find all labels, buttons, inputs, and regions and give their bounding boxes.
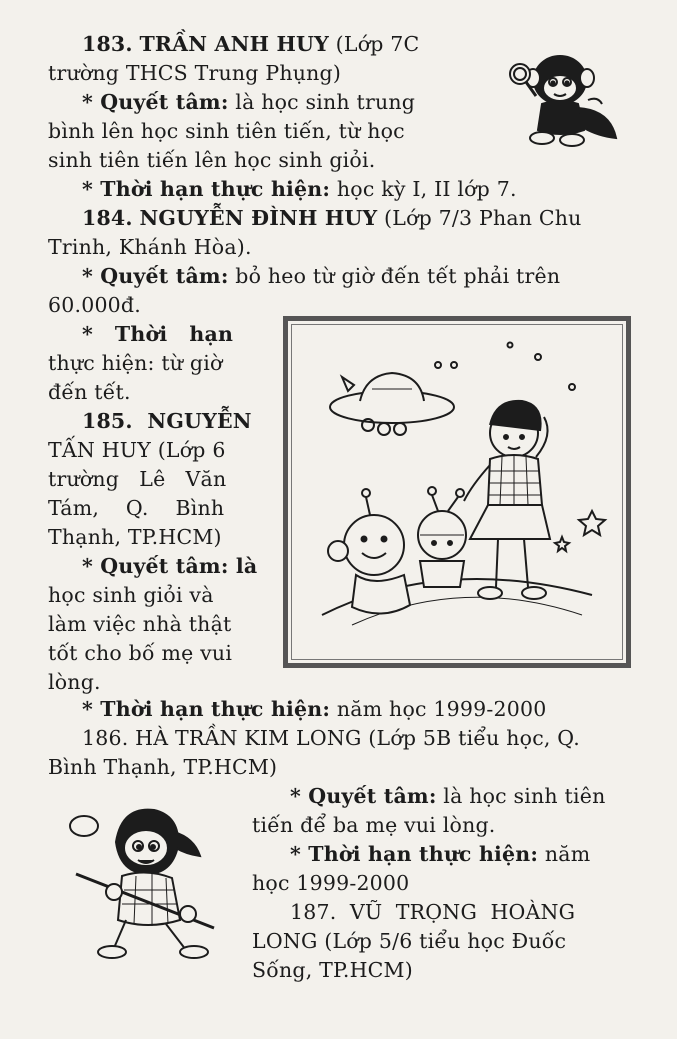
entry-number: 184. — [82, 206, 133, 230]
entry-number: 186. — [82, 726, 129, 750]
entry-name: TRẦN ANH HUY — [139, 32, 329, 56]
entry-number: 183. — [82, 32, 133, 56]
deadline-label: * Thời hạn thực hiện: — [82, 697, 331, 721]
entry-185-heading-l5: Thạnh, TP.HCM) — [48, 525, 222, 549]
entry-185-goal-l5: lòng. — [48, 670, 101, 694]
entry-187-heading-l2: LONG (Lớp 5/6 tiểu học Đuốc — [252, 929, 567, 953]
entry-183-deadline — [82, 175, 517, 204]
entry-187-heading-l1: 187. VŨ TRỌNG HOÀNG — [290, 900, 576, 924]
goal-label: * Quyết tâm: — [290, 784, 437, 808]
entry-183-goal-l2: bình lên học sinh tiên tiến, từ học — [48, 119, 405, 143]
entry-school: (Lớp 5B tiểu học, Q. — [361, 726, 581, 750]
goal-label: * Quyết tâm: — [82, 264, 229, 288]
goal-text: là học sinh trung — [228, 90, 416, 114]
entry-184-deadline-l1: * Thời hạn — [82, 322, 234, 346]
entry-186-goal-l2: tiến để ba mẹ vui lòng. — [252, 813, 496, 837]
cartoon-girl-robots-ufo — [292, 325, 622, 659]
goal-text: bỏ heo từ giờ đến tết phải trên — [228, 264, 561, 288]
entry-185-goal-l3: làm việc nhà thật — [48, 612, 232, 636]
entry-183-school: trường THCS Trung Phụng) — [48, 61, 342, 85]
entry-184-school: Trinh, Khánh Hòa). — [48, 235, 252, 259]
entry-186-goal — [290, 782, 605, 811]
entry-185-heading-l4: Tám, Q. Bình — [48, 496, 225, 520]
deadline-text: học kỳ I, II lớp 7. — [330, 177, 517, 201]
entry-185-deadline — [82, 695, 546, 724]
entry-183-heading — [82, 30, 419, 59]
deadline-text: năm — [538, 842, 591, 866]
monkey-detective-illustration — [498, 38, 626, 150]
entry-185-goal-l1: * Quyết tâm: là — [82, 554, 258, 578]
entry-186-deadline-l2: học 1999-2000 — [252, 871, 410, 895]
entry-185-heading-l2: TẤN HUY (Lớp 6 — [48, 438, 226, 462]
entry-184-goal-l2: 60.000đ. — [48, 293, 141, 317]
entry-185-heading-l1: 185. NGUYỄN — [82, 409, 252, 433]
entry-school: (Lớp 7/3 Phan Chu — [377, 206, 582, 230]
entry-186-deadline — [290, 840, 590, 869]
entry-name: NGUYỄN ĐÌNH HUY — [139, 206, 378, 230]
ninja-boy-illustration — [62, 802, 232, 962]
goal-label: * Quyết tâm: — [82, 90, 229, 114]
entry-school: (Lớp 7C — [328, 32, 420, 56]
entry-184-goal — [82, 262, 560, 291]
deadline-label: * Thời hạn thực hiện: — [82, 177, 331, 201]
entry-183-goal — [82, 88, 415, 117]
entry-184-deadline-l2: thực hiện: từ giờ — [48, 351, 223, 375]
entry-183-goal-l3: sinh tiên tiến lên học sinh giỏi. — [48, 148, 376, 172]
entry-184-heading — [82, 204, 582, 233]
deadline-text: năm học 1999-2000 — [330, 697, 547, 721]
entry-name: HÀ TRẦN KIM LONG — [135, 726, 362, 750]
entry-185-heading-l3: trường Lê Văn — [48, 467, 227, 491]
entry-185-goal-l4: tốt cho bố mẹ vui — [48, 641, 233, 665]
entry-186-school: Bình Thạnh, TP.HCM) — [48, 755, 278, 779]
entry-184-deadline-l3: đến tết. — [48, 380, 131, 404]
entry-187-heading-l3: Sống, TP.HCM) — [252, 958, 413, 982]
goal-text: là học sinh tiên — [436, 784, 606, 808]
entry-185-goal-l2: học sinh giỏi và — [48, 583, 214, 607]
entry-186-heading — [82, 724, 580, 753]
deadline-label: * Thời hạn thực hiện: — [290, 842, 539, 866]
